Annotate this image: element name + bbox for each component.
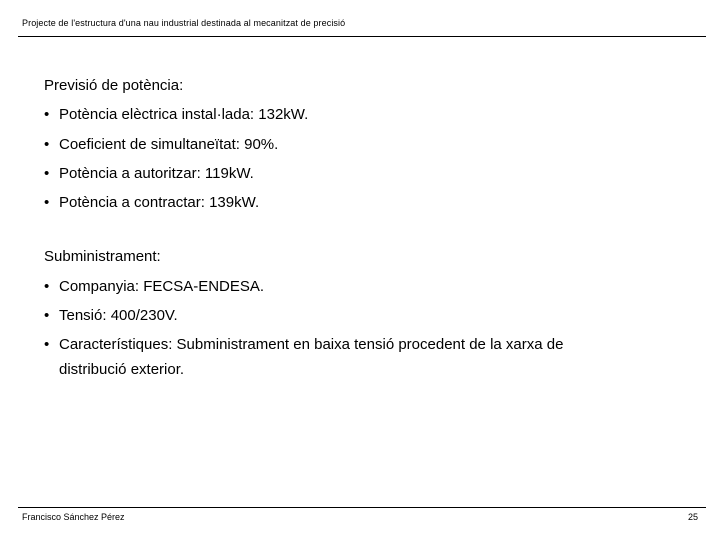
list-item-text: Característiques: Subministrament en baixa tensió procedent de la xarxa de distribució exterior. [59,336,564,378]
page-header-title: Projecte de l'estructura d'una nau industrial destinada al mecanitzat de precisió [22,18,346,28]
list-item-text: Potència a contractar: 139kW. [59,194,260,211]
bullet-icon: • [44,194,50,211]
list-item [44,132,659,157]
list-item-text: Companyia: FECSA-ENDESA. [59,278,265,295]
list-item [44,274,659,299]
bullet-icon: • [44,165,50,182]
list-item-text: Coeficient de simultaneïtat: 90%. [59,136,279,153]
list-item-text: Tensió: 400/230V. [59,307,178,324]
list-item [44,303,659,328]
bullet-icon: • [44,136,50,153]
bullet-icon: • [44,336,50,353]
header-divider [18,36,706,37]
section-title-supply: Subministrament: [44,248,161,265]
page-number: 25 [687,512,698,522]
bullet-icon: • [44,307,50,324]
footer-author: Francisco Sánchez Pérez [22,512,125,522]
list-item [44,190,659,215]
list-item [44,102,659,127]
section-title-power-forecast: Previsió de potència: [44,77,184,94]
bullet-icon: • [44,106,50,123]
list-item [44,332,619,382]
bullet-icon: • [44,278,50,295]
list-item-text: Potència elèctrica instal·lada: 132kW. [59,106,309,123]
footer-divider [18,507,706,508]
list-item-text: Potència a autoritzar: 119kW. [59,165,254,182]
list-item [44,161,659,186]
